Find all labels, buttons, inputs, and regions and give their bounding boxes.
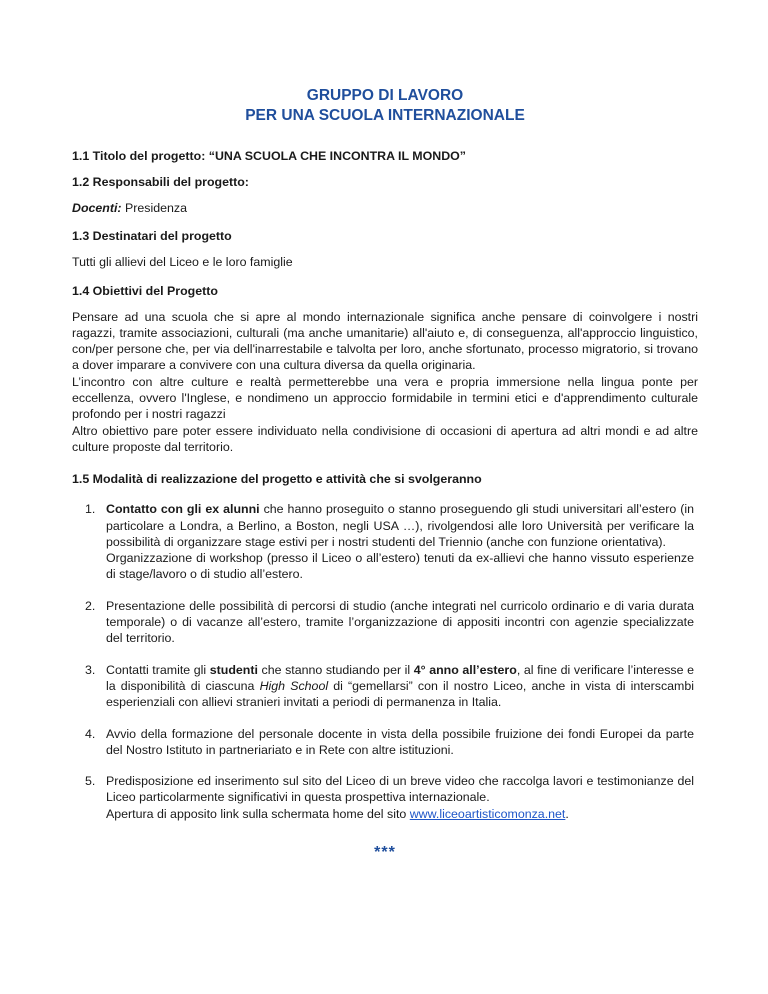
list-item-text: che hanno proseguito o stanno proseguendo gli studi universitari all’estero (in particolare a Londra, a Berlino, a Boston, negli USA …), rivolgendosi alle loro Università per verificare la possibilità di organizzare stage estivi per i nostri studenti del Triennio (anche con funzione orientativa). xyxy=(106,502,694,549)
list-item xyxy=(72,773,698,822)
objectives-paragraph-1: Pensare ad una scuola che si apre al mondo internazionale significa anche pensare di coinvolgere i nostri ragazzi, tramite associazioni, culturali (ma anche umanitarie) all'aiuto e, di conseguenza, all'approccio linguistico, con/per persone che, per via dell'inarrestabile e talvolta per loro, anche sfortunato, processo migratorio, si trovano a dover imparare a convivere con una cultura diversa da quella originaria. xyxy=(72,309,698,373)
section-1-4-heading: 1.4 Obiettivi del Progetto xyxy=(72,283,218,298)
list-item-bold: Contatto con gli ex alunni xyxy=(106,502,260,517)
document-title xyxy=(72,86,698,126)
objectives-paragraph-3: Altro obiettivo pare poter essere individuato nella condivisione di occasioni di apertura ad altri mondi e ad altre culture proposte dal territorio. xyxy=(72,423,698,454)
list-item-bold-year: 4° anno all’estero xyxy=(413,662,517,677)
title-line-2: PER UNA SCUOLA INTERNAZIONALE xyxy=(245,107,525,124)
list-item-text-mid: che stanno studiando per il xyxy=(257,662,414,677)
list-item-number: 5. xyxy=(85,774,96,789)
section-1-5-heading: 1.5 Modalità di realizzazione del progetto e attività che si svolgeranno xyxy=(72,472,482,487)
list-item-text-post: , al fine di verificare l’interesse e la disponibilità di ciascuna xyxy=(106,662,694,693)
section-1-4-text xyxy=(72,309,698,456)
list-item-extra: Organizzazione di workshop (presso il Liceo o all’estero) tenuti da ex-allievi che hanno vissuto esperienze di stage/lavoro o di studio all’estero. xyxy=(106,551,694,582)
list-item-italic: High School xyxy=(259,678,329,693)
section-1-1-heading: 1.1 Titolo del progetto: “UNA SCUOLA CHE INCONTRA IL MONDO” xyxy=(72,149,466,163)
list-item-text: Predisposizione ed inserimento sul sito del Liceo di un breve video che raccolga lavori e testimonianze del Liceo particolarmente significativi in questa prospettiva internazionale. xyxy=(106,774,694,805)
list-item-extra xyxy=(106,806,694,822)
list-item xyxy=(72,662,698,711)
objectives-paragraph-2: L’incontro con altre culture e realtà permetterebbe una vera e propria immersione nella lingua ponte per eccellenza, ovvero l'Inglese, e nondimeno un approccio formidabile in termini etici e d'apprendimento culturale profondo per i nostri ragazzi xyxy=(72,374,698,422)
list-item-text-pre: Contatti tramite gli xyxy=(106,662,210,677)
closing-stars: *** xyxy=(374,844,396,862)
section-1-3-text: Tutti gli allievi del Liceo e le loro famiglie xyxy=(72,255,293,270)
docenti-value: Presidenza xyxy=(121,201,188,215)
list-item-bold-students: studenti xyxy=(209,662,258,677)
title-line-1: GRUPPO DI LAVORO xyxy=(306,87,464,104)
link-trailing-text: . xyxy=(565,806,569,821)
list-item-number: 2. xyxy=(85,598,96,613)
section-1-3-heading: 1.3 Destinatari del progetto xyxy=(72,229,232,244)
docenti-label: Docenti: xyxy=(72,201,122,215)
list-item xyxy=(72,598,698,647)
list-item-number: 3. xyxy=(85,662,96,677)
link-intro-text: Apertura di apposito link sulla schermata home del sito xyxy=(106,806,410,821)
list-item-number: 1. xyxy=(85,502,96,517)
section-1-2-heading: 1.2 Responsabili del progetto: xyxy=(72,175,249,189)
website-link[interactable]: www.liceoartisticomonza.net xyxy=(409,806,566,821)
list-item xyxy=(72,501,698,582)
section-1-2-text xyxy=(72,200,698,216)
list-item-number: 4. xyxy=(85,726,96,741)
list-item xyxy=(72,726,698,759)
list-item-text: Presentazione delle possibilità di percorsi di studio (anche integrati nel curricolo ordinario e di varia durata temporale) o di vacanze all’estero, tramite l’organizzazione di appositi incontri con agenzie specializzate del territorio. xyxy=(106,598,694,646)
list-item-text: Avvio della formazione del personale docente in vista della possibile fruizione dei fondi Europei da parte del Nostro Istituto in partneriariato e in Rete con altre istituzioni. xyxy=(106,726,694,757)
list-item-text-end: di “gemellarsi” con il nostro Liceo, anche in vista di interscambi esperienziali con allievi stranieri invitati a periodi di permanenza in Italia. xyxy=(106,678,695,710)
activities-list xyxy=(72,501,698,822)
